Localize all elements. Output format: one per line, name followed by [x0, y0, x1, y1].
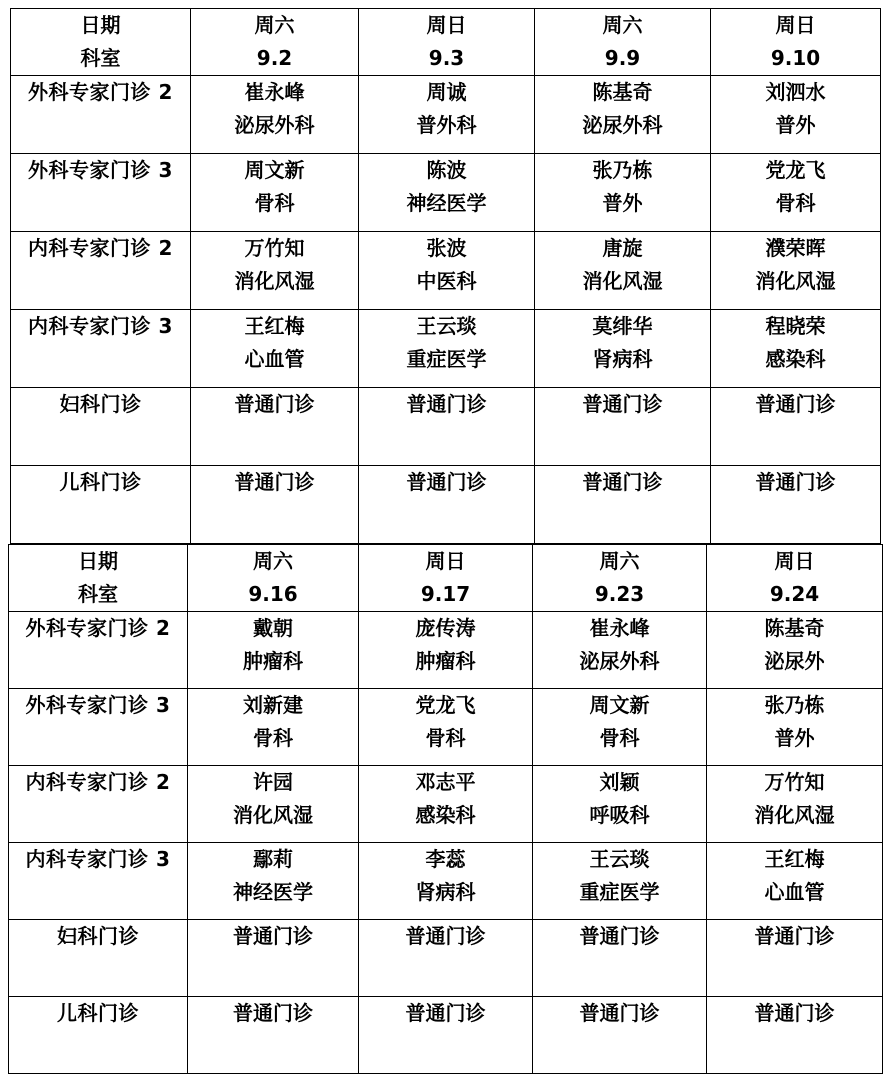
specialty: 骨科 — [253, 726, 293, 750]
doctor-name: 邓志平 — [415, 770, 476, 794]
doctor-name: 万竹知 — [244, 236, 305, 260]
table-row — [9, 920, 883, 997]
doctor-cell — [707, 843, 883, 920]
date-header-cell — [359, 545, 533, 612]
specialty: 肾病科 — [415, 880, 476, 904]
specialty: 泌尿外 — [764, 649, 825, 673]
doctor-name: 周文新 — [244, 158, 305, 182]
dept-label: 内科专家门诊 2 — [28, 236, 173, 260]
doctor-cell — [707, 612, 883, 689]
specialty: 神经医学 — [233, 880, 313, 904]
doctor-name: 陈基奇 — [592, 80, 653, 104]
specialty: 中医科 — [416, 269, 477, 293]
clinic-type: 普通门诊 — [754, 1001, 835, 1025]
specialty: 呼吸科 — [589, 803, 650, 827]
clinic-type: 普通门诊 — [234, 470, 315, 494]
weekday: 周六 — [254, 13, 295, 37]
specialty: 心血管 — [244, 347, 305, 371]
doctor-name: 王云琰 — [589, 847, 650, 871]
table-row — [9, 766, 883, 843]
date-header-cell — [535, 9, 711, 76]
specialty: 骨科 — [599, 726, 640, 750]
dept-label: 儿科门诊 — [59, 470, 142, 494]
specialty: 神经医学 — [406, 191, 487, 215]
table-row — [11, 388, 881, 466]
dept-cell — [9, 843, 188, 920]
clinic-cell — [359, 388, 535, 466]
doctor-cell — [359, 232, 535, 310]
dept-label: 妇科门诊 — [57, 924, 139, 948]
doctor-name: 庞传涛 — [415, 616, 476, 640]
dept-cell — [9, 689, 188, 766]
doctor-name: 党龙飞 — [765, 158, 826, 182]
specialty: 消化风湿 — [233, 803, 313, 827]
doctor-name: 王云琰 — [416, 314, 477, 338]
clinic-cell — [711, 388, 881, 466]
doctor-cell — [707, 766, 883, 843]
doctor-name: 王红梅 — [764, 847, 825, 871]
doctor-name: 许园 — [253, 770, 293, 794]
doctor-cell — [191, 76, 359, 154]
doctor-name: 党龙飞 — [415, 693, 476, 717]
specialty: 感染科 — [765, 347, 826, 371]
specialty: 骨科 — [254, 191, 295, 215]
clinic-cell — [188, 920, 359, 997]
table-row — [11, 310, 881, 388]
doctor-name: 刘泗水 — [765, 80, 826, 104]
doctor-cell — [359, 766, 533, 843]
doctor-name: 张乃栋 — [592, 158, 653, 182]
dept-cell — [11, 388, 191, 466]
specialty: 重症医学 — [579, 880, 660, 904]
dept-label: 外科专家门诊 2 — [28, 80, 173, 104]
specialty: 普外 — [774, 726, 815, 750]
date-header-cell — [711, 9, 881, 76]
doctor-name: 刘新建 — [243, 693, 303, 717]
doctor-cell — [535, 232, 711, 310]
date: 9.10 — [770, 46, 821, 70]
clinic-type: 普通门诊 — [405, 1001, 486, 1025]
dept-cell — [11, 310, 191, 388]
specialty: 感染科 — [415, 803, 476, 827]
doctor-name: 王红梅 — [244, 314, 305, 338]
clinic-cell — [535, 388, 711, 466]
specialty: 泌尿外科 — [234, 113, 315, 137]
table-row — [9, 843, 883, 920]
clinic-type: 普通门诊 — [754, 924, 835, 948]
clinic-type: 普通门诊 — [755, 392, 836, 416]
dept-label: 儿科门诊 — [57, 1001, 139, 1025]
doctor-cell — [533, 612, 707, 689]
doctor-cell — [188, 689, 359, 766]
dept-label: 内科专家门诊 3 — [28, 314, 173, 338]
table-row — [9, 689, 883, 766]
doctor-cell — [711, 232, 881, 310]
doctor-name: 陈基奇 — [764, 616, 825, 640]
doctor-name: 李蕊 — [425, 847, 466, 871]
corner-dept-label: 科室 — [80, 46, 121, 70]
doctor-cell — [188, 843, 359, 920]
weekday: 周日 — [425, 549, 466, 573]
clinic-cell — [533, 920, 707, 997]
clinic-type: 普通门诊 — [233, 1001, 313, 1025]
table-row — [11, 466, 881, 544]
weekday: 周六 — [253, 549, 293, 573]
doctor-cell — [535, 310, 711, 388]
doctor-name: 崔永峰 — [589, 616, 650, 640]
weekday: 周日 — [426, 13, 467, 37]
date: 9.2 — [256, 46, 293, 70]
table-row — [11, 232, 881, 310]
dept-cell — [9, 766, 188, 843]
specialty: 重症医学 — [406, 347, 487, 371]
clinic-type: 普通门诊 — [582, 392, 663, 416]
specialty: 肾病科 — [592, 347, 653, 371]
dept-label: 内科专家门诊 3 — [25, 847, 171, 871]
table-row — [11, 76, 881, 154]
specialty: 骨科 — [425, 726, 466, 750]
doctor-name: 刘颖 — [599, 770, 640, 794]
date-header-cell — [191, 9, 359, 76]
doctor-name: 戴朝 — [253, 616, 293, 640]
clinic-cell — [188, 997, 359, 1074]
doctor-cell — [191, 310, 359, 388]
header-row — [9, 545, 883, 612]
dept-label: 妇科门诊 — [59, 392, 142, 416]
dept-cell — [11, 154, 191, 232]
doctor-cell — [359, 310, 535, 388]
specialty: 普外科 — [416, 113, 477, 137]
doctor-name: 程晓荣 — [765, 314, 826, 338]
clinic-type: 普通门诊 — [755, 470, 836, 494]
dept-cell — [11, 232, 191, 310]
doctor-cell — [535, 154, 711, 232]
doctor-cell — [359, 843, 533, 920]
doctor-name: 周文新 — [589, 693, 650, 717]
doctor-name: 莫绯华 — [592, 314, 653, 338]
weekday: 周六 — [599, 549, 640, 573]
dept-cell — [9, 920, 188, 997]
date: 9.23 — [594, 582, 645, 606]
date: 9.17 — [420, 582, 471, 606]
clinic-cell — [707, 920, 883, 997]
specialty: 普外 — [775, 113, 816, 137]
clinic-cell — [711, 466, 881, 544]
doctor-cell — [533, 843, 707, 920]
header-row — [11, 9, 881, 76]
clinic-type: 普通门诊 — [234, 392, 315, 416]
date: 9.3 — [428, 46, 465, 70]
table-row — [9, 997, 883, 1074]
doctor-cell — [359, 76, 535, 154]
dept-cell — [9, 997, 188, 1074]
weekday: 周日 — [774, 549, 815, 573]
date-header-cell — [533, 545, 707, 612]
weekday: 周日 — [775, 13, 816, 37]
table-row — [11, 154, 881, 232]
specialty: 消化风湿 — [234, 269, 315, 293]
specialty: 骨科 — [775, 191, 816, 215]
doctor-cell — [711, 76, 881, 154]
clinic-type: 普通门诊 — [579, 924, 660, 948]
schedule-table-1 — [10, 8, 881, 544]
doctor-name: 陈波 — [426, 158, 467, 182]
date-header-cell — [359, 9, 535, 76]
corner-date-label: 日期 — [80, 13, 121, 37]
date-header-cell — [707, 545, 883, 612]
dept-label: 外科专家门诊 3 — [28, 158, 173, 182]
clinic-type: 普通门诊 — [406, 470, 487, 494]
doctor-name: 张波 — [426, 236, 467, 260]
date: 9.9 — [604, 46, 641, 70]
specialty: 消化风湿 — [755, 269, 836, 293]
doctor-cell — [359, 612, 533, 689]
doctor-name: 万竹知 — [764, 770, 825, 794]
dept-cell — [11, 76, 191, 154]
corner-dept-label: 科室 — [78, 582, 118, 606]
corner-cell — [11, 9, 191, 76]
doctor-name: 周诚 — [426, 80, 467, 104]
specialty: 肿瘤科 — [415, 649, 476, 673]
dept-cell — [11, 466, 191, 544]
clinic-cell — [359, 466, 535, 544]
doctor-cell — [711, 310, 881, 388]
specialty: 泌尿外科 — [582, 113, 663, 137]
schedule-table-2 — [8, 544, 883, 1074]
doctor-cell — [359, 154, 535, 232]
doctor-name: 张乃栋 — [764, 693, 825, 717]
clinic-type: 普通门诊 — [405, 924, 486, 948]
clinic-cell — [359, 997, 533, 1074]
specialty: 肿瘤科 — [243, 649, 303, 673]
dept-cell — [9, 612, 188, 689]
clinic-type: 普通门诊 — [579, 1001, 660, 1025]
clinic-cell — [535, 466, 711, 544]
weekday: 周六 — [602, 13, 643, 37]
dept-label: 外科专家门诊 2 — [25, 616, 171, 640]
doctor-cell — [711, 154, 881, 232]
corner-cell — [9, 545, 188, 612]
date: 9.16 — [248, 582, 298, 606]
doctor-cell — [191, 154, 359, 232]
doctor-cell — [535, 76, 711, 154]
specialty: 心血管 — [764, 880, 825, 904]
doctor-name: 鄢莉 — [253, 847, 293, 871]
doctor-name: 崔永峰 — [244, 80, 305, 104]
specialty: 普外 — [602, 191, 643, 215]
table-row — [9, 612, 883, 689]
clinic-cell — [707, 997, 883, 1074]
doctor-cell — [533, 689, 707, 766]
specialty: 消化风湿 — [754, 803, 835, 827]
doctor-cell — [707, 689, 883, 766]
doctor-name: 唐旋 — [602, 236, 643, 260]
date: 9.24 — [769, 582, 820, 606]
dept-label: 内科专家门诊 2 — [25, 770, 171, 794]
clinic-cell — [359, 920, 533, 997]
dept-label: 外科专家门诊 3 — [25, 693, 171, 717]
clinic-cell — [191, 388, 359, 466]
doctor-cell — [533, 766, 707, 843]
clinic-type: 普通门诊 — [582, 470, 663, 494]
doctor-name: 濮荣晖 — [765, 236, 826, 260]
doctor-cell — [359, 689, 533, 766]
specialty: 消化风湿 — [582, 269, 663, 293]
clinic-cell — [191, 466, 359, 544]
doctor-cell — [188, 766, 359, 843]
doctor-cell — [188, 612, 359, 689]
specialty: 泌尿外科 — [579, 649, 660, 673]
clinic-cell — [533, 997, 707, 1074]
date-header-cell — [188, 545, 359, 612]
clinic-type: 普通门诊 — [406, 392, 487, 416]
corner-date-label: 日期 — [78, 549, 118, 573]
doctor-cell — [191, 232, 359, 310]
clinic-type: 普通门诊 — [233, 924, 313, 948]
